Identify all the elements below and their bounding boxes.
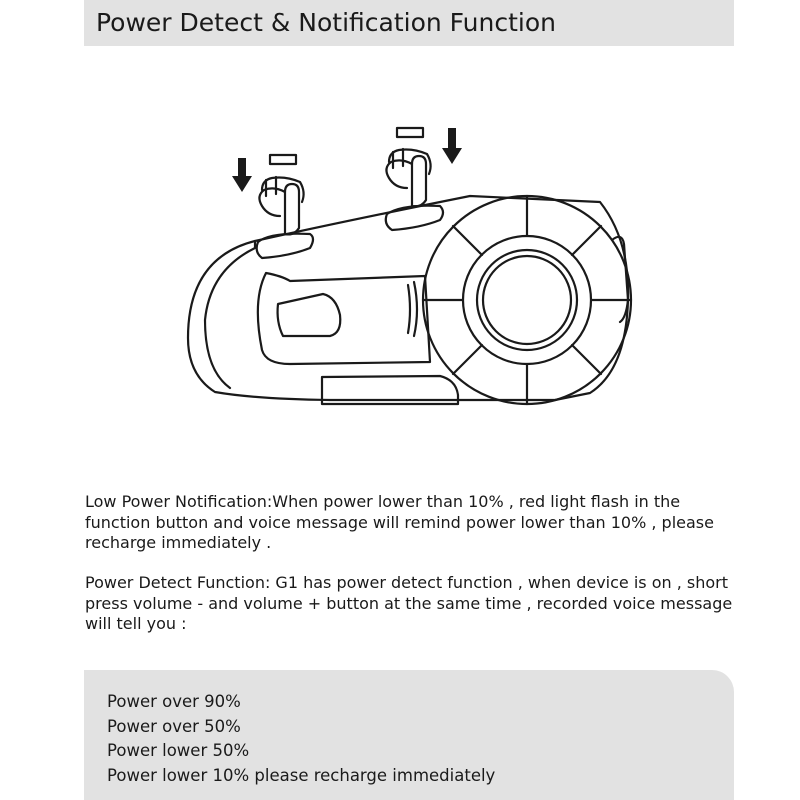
status-item-power-over-90: Power over 90%: [107, 692, 241, 711]
status-item-power-lower-10: Power lower 10% please recharge immediately: [107, 765, 496, 785]
status-item-power-lower-50: Power lower 50%: [107, 741, 250, 760]
power-detect-function-text: Power Detect Function: G1 has power detect function , when device is on , short press volume - and volume + button at the same time , recorded voice message will tell you :: [85, 573, 733, 633]
page-title: Power Detect & Notification Function: [96, 8, 557, 37]
intercom-device: [188, 196, 628, 404]
status-messages-box: [84, 670, 734, 800]
volume-minus-button: [257, 234, 313, 258]
hand-press-icon: [386, 128, 430, 206]
status-item-power-over-50: Power over 50%: [107, 716, 241, 736]
low-power-notification-text: Low Power Notification:When power lower than 10% , red light flash in the function button and voice message will remind power lower than 10% , please recharge immediately .: [85, 492, 714, 552]
hand-press-icon: [259, 155, 303, 234]
volume-plus-button: [386, 206, 443, 230]
status-list: [107, 690, 495, 788]
arrow-down-icon: [232, 158, 252, 192]
arrow-down-icon: [442, 128, 462, 164]
jog-dial: [423, 196, 631, 404]
